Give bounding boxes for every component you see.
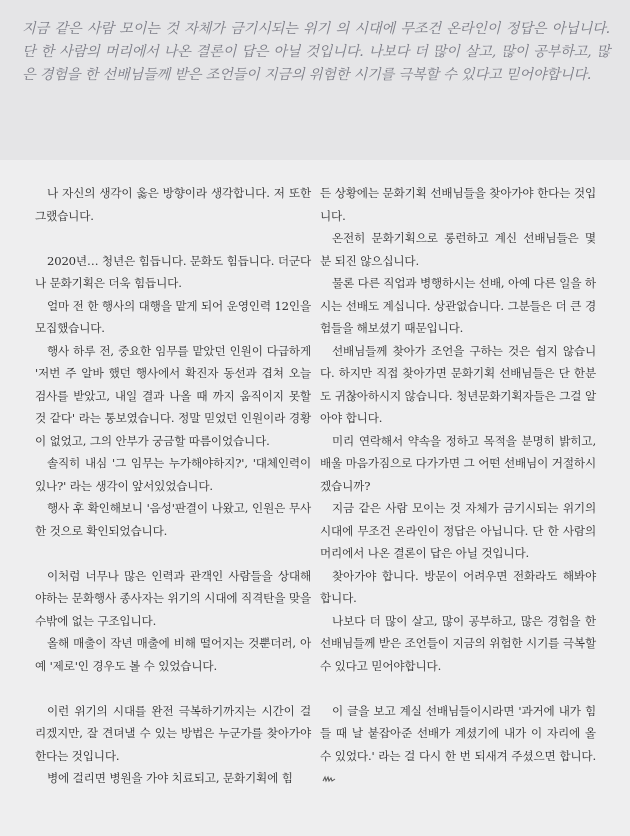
paragraph xyxy=(320,700,596,790)
paragraph: 온전히 문화기획으로 롱런하고 계신 선배님들은 몇 분 되진 않으십니다. xyxy=(320,231,596,268)
left-column xyxy=(35,182,311,790)
closing-paragraph-text: 이 글을 보고 계실 선배님들이시라면 '과거에 내가 힘들 때 날 붙잡아준 선배가 계셨기에 내가 이 자리에 올 수 있었다.' 라는 걸 다시 한 번 되새겨 주셨으면 합니다. xyxy=(320,703,596,763)
paragraph: 찾아가야 합니다. 방문이 어려우면 전화라도 해봐야합니다. xyxy=(320,568,596,605)
paragraph: 올해 매출이 작년 매출에 비해 떨어지는 것뿐더러, 아예 '제로'인 경우도 볼 수 있었습니다. xyxy=(35,636,311,673)
right-column xyxy=(320,182,596,790)
paragraph: 지금 같은 사람 모이는 것 자체가 금기시되는 위기의 시대에 무조건 온라인이 정답은 아닙니다. 단 한 사람의 머리에서 나온 결론이 답은 아닐 것입니다. xyxy=(320,501,596,560)
paragraph: 미리 연락해서 약속을 정하고 목적을 분명히 밝히고, 배울 마음가짐으로 다가가면 그 어떤 선배님이 거절하시겠습니까? xyxy=(320,433,596,493)
pull-quote-text: 지금 같은 사람 모이는 것 자체가 금기시되는 위기 의 시대에 무조건 온라인이 정답은 아닙니다. 단 한 사람의 머리에서 나온 결론이 답은 아닐 것입니다. 나보다 더 많이 살고, 많이 공부하고, 많은 경험을 한 선배님들께 받은 조언들이 지금의 위험한 시기를 극복할 수 있다고 믿어야합니다. xyxy=(22,21,610,83)
paragraph: 행사 후 확인해보니 '음성'판결이 나왔고, 인원은 무사한 것으로 확인되었습니다. xyxy=(35,501,311,538)
signature-end-mark-icon xyxy=(322,775,336,783)
paragraph: 이런 위기의 시대를 완전 극복하기까지는 시간이 걸리겠지만, 잘 견뎌낼 수 있는 방법은 누군가를 찾아가야 한다는 것입니다. xyxy=(35,703,311,763)
paragraph: 얼마 전 한 행사의 대행을 맡게 되어 운영인력 12인을 모집했습니다. xyxy=(35,298,311,335)
paragraph: 나보다 더 많이 살고, 많이 공부하고, 많은 경험을 한 선배님들께 받은 조언들이 지금의 위험한 시기를 극복할 수 있다고 믿어야합니다. xyxy=(320,613,596,673)
paragraph: 이처럼 너무나 많은 인력과 관객인 사람들을 상대해야하는 문화행사 종사자는 위기의 시대에 직격탄을 맞을 수밖에 없는 구조입니다. xyxy=(35,568,311,628)
paragraph: 물론 다른 직업과 병행하시는 선배, 아예 다른 일을 하시는 선배도 계십니다. 상관없습니다. 그분들은 더 큰 경험들을 해보셨기 때문입니다. xyxy=(320,276,596,335)
pull-quote xyxy=(0,0,630,160)
paragraph: 선배님들께 찾아가 조언을 구하는 것은 쉽지 않습니다. 하지만 직접 찾아가면 문화기획 선배님들은 단 한분도 귀찮아하시지 않습니다. 청년문화기획자들은 그걸 알아야 합니다. xyxy=(320,343,596,425)
paragraph: 든 상황에는 문화기획 선배님들을 찾아가야 한다는 것입니다. xyxy=(320,186,596,223)
paragraph: 2020년… 청년은 힘듭니다. 문화도 힘듭니다. 더군다나 문화기획은 더욱 힘듭니다. xyxy=(35,253,311,290)
paragraph: 병에 걸리면 병원을 가야 치료되고, 문화기획에 힘 xyxy=(47,771,293,785)
article-body xyxy=(0,160,630,836)
paragraph: 행사 하루 전, 중요한 임무를 맡았던 인원이 다급하게 '저번 주 알바 했던 행사에서 확진자 동선과 겹쳐 오늘 검사를 받았고, 내일 결과 나올 때 까지 움직이지 못할 것 같다' 라는 통보였습니다. 정말 믿었던 인원이라 경황이 없었고, 그의 안부가 궁금할 따름이었습니다. xyxy=(35,343,311,448)
paragraph: 나 자신의 생각이 옳은 방향이라 생각합니다. 저 또한 그랬습니다. xyxy=(35,186,311,223)
paragraph: 솔직히 내심 '그 임무는 누가해야하지?', '대체인력이 있나?' 라는 생각이 앞서있었습니다. xyxy=(35,456,311,493)
